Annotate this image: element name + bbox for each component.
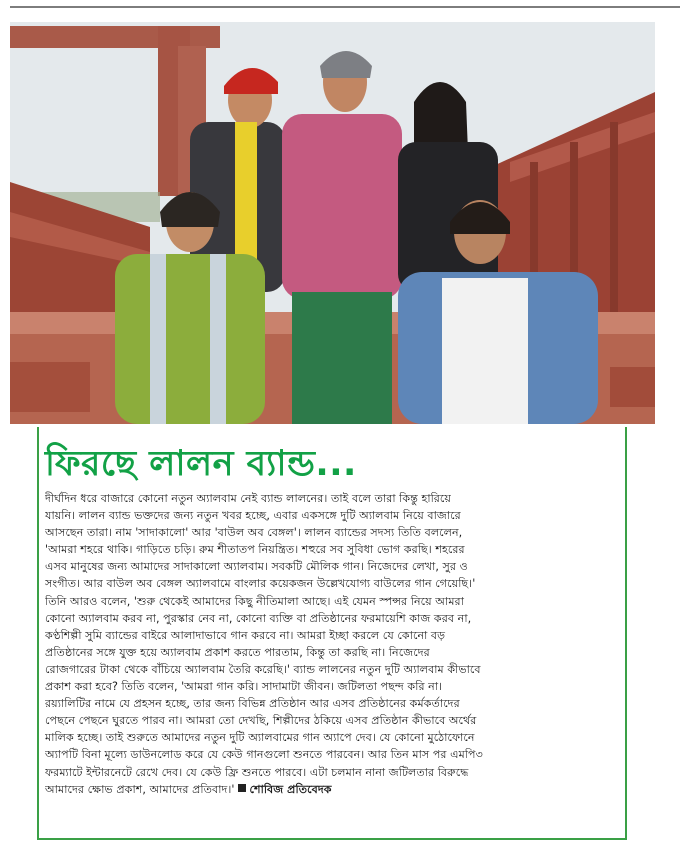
article-line: পেছনে পেছনে ঘুরতে পারব না। আমরা তো দেখছি, শিল্পীদের ঠকিয়ে এসব প্রতিষ্ঠান কীভাবে অর্থের [45, 714, 477, 728]
article-line: দীর্ঘদিন ধরে বাজারে কোনো নতুন অ্যালবাম নেই ব্যান্ড লালনের। তাই বলে তারা কিন্তু হারিয়ে [45, 492, 452, 505]
band-photo [10, 22, 655, 424]
article-line: কণ্ঠশিল্পী সুমি ব্যান্ডের বাইরে আলাদাভাবে গান করবে না। আমরা ইচ্ছা করলে যে কোনো বড় [45, 628, 446, 642]
article-line: প্রকাশ করা হবে? তিতি বলেন, 'আমরা গান করি। সাদামাটা জীবন। জটিলতা পছন্দ করি না। [45, 680, 443, 694]
article-last-line [45, 781, 623, 798]
article-line: মালিক হচ্ছে। তাই শুরুতে আমাদের নতুন দুটি অ্যালবামের গান অ্যাপে দেব। যে কোনো মুঠোফোনে [45, 731, 475, 745]
article-line: এসব মানুষের জন্য আমাদের সাদাকালো অ্যালবাম। সবকটি মৌলিক গান। নিজেদের লেখা, সুর ও [45, 560, 468, 574]
article-line: রোজগারের টাকা থেকে বাঁচিয়ে অ্যালবাম তৈরি করেছি।' ব্যান্ড লালনের নতুন দুটি অ্যালবাম কীভাবে [45, 662, 481, 676]
article-line: আমাদের ক্ষোভ প্রকাশ, আমাদের প্রতিবাদ।' [45, 782, 235, 796]
article-headline: ফিরছে লালন ব্যান্ড... [45, 444, 357, 484]
article-body [45, 490, 623, 798]
bullet-icon [238, 784, 246, 792]
article-line: 'আমরা শহরে থাকি। গাড়িতে চড়ি। রুম শীতাতপ নিয়ন্ত্রিত। শহুরে সব সুবিধা ভোগ করছি। শহরের [45, 543, 465, 557]
article-line: আসছেন তারা। নাম 'সাদাকালো' আর 'বাউল অব বেঙ্গল'। লালন ব্যান্ডের সদস্য তিতি বললেন, [45, 526, 463, 540]
article-line: তিনি আরও বলেন, 'শুরু থেকেই আমাদের কিছু নীতিমালা আছে। এই যেমন স্পন্সর নিয়ে আমরা [45, 594, 464, 608]
article-byline: শোবিজ প্রতিবেদক [249, 782, 332, 796]
article-line: সংগীত। আর বাউল অব বেঙ্গল অ্যালবামে বাংলার কয়েকজন উল্লেখযোগ্য বাউলের গান গেয়েছি।' [45, 577, 476, 591]
article-line: যায়নি। লালন ব্যান্ড ভক্তদের জন্য নতুন খবর হচ্ছে, এবার একসঙ্গে দুটি অ্যালবাম নিয়ে বাজারে [45, 509, 461, 523]
article-line: কোনো অ্যালবাম করব না, পুরস্কার নেব না, কোনো ব্যক্তি বা প্রতিষ্ঠানের ফরমায়েশি কাজ করব না, [45, 611, 472, 625]
article-line: অ্যাপটি বিনা মূল্যে ডাউনলোড করে যে কেউ গানগুলো শুনতে পারবেন। আর তিন মাস পর এমপি৩ [45, 748, 483, 762]
top-rule [10, 6, 680, 8]
article-line: ফরম্যাটে ইন্টারনেটে রেখে দেব। যে কেউ ফ্রি শুনতে পারবে। এটা চলমান নানা জটিলতার বিরুদ্ধে [45, 765, 469, 779]
article-line: প্রতিষ্ঠানের সঙ্গে যুক্ত হয়ে অ্যালবাম প্রকাশ করতে পারতাম, কিন্তু তা করছি না। নিজেদের [45, 645, 430, 659]
article-line: রয়্যালিটির নামে যে প্রহসন হচ্ছে, তার জন্য বিভিন্ন প্রতিষ্ঠান আর এসব প্রতিষ্ঠানের কর্মকর্তাদের [45, 697, 460, 711]
